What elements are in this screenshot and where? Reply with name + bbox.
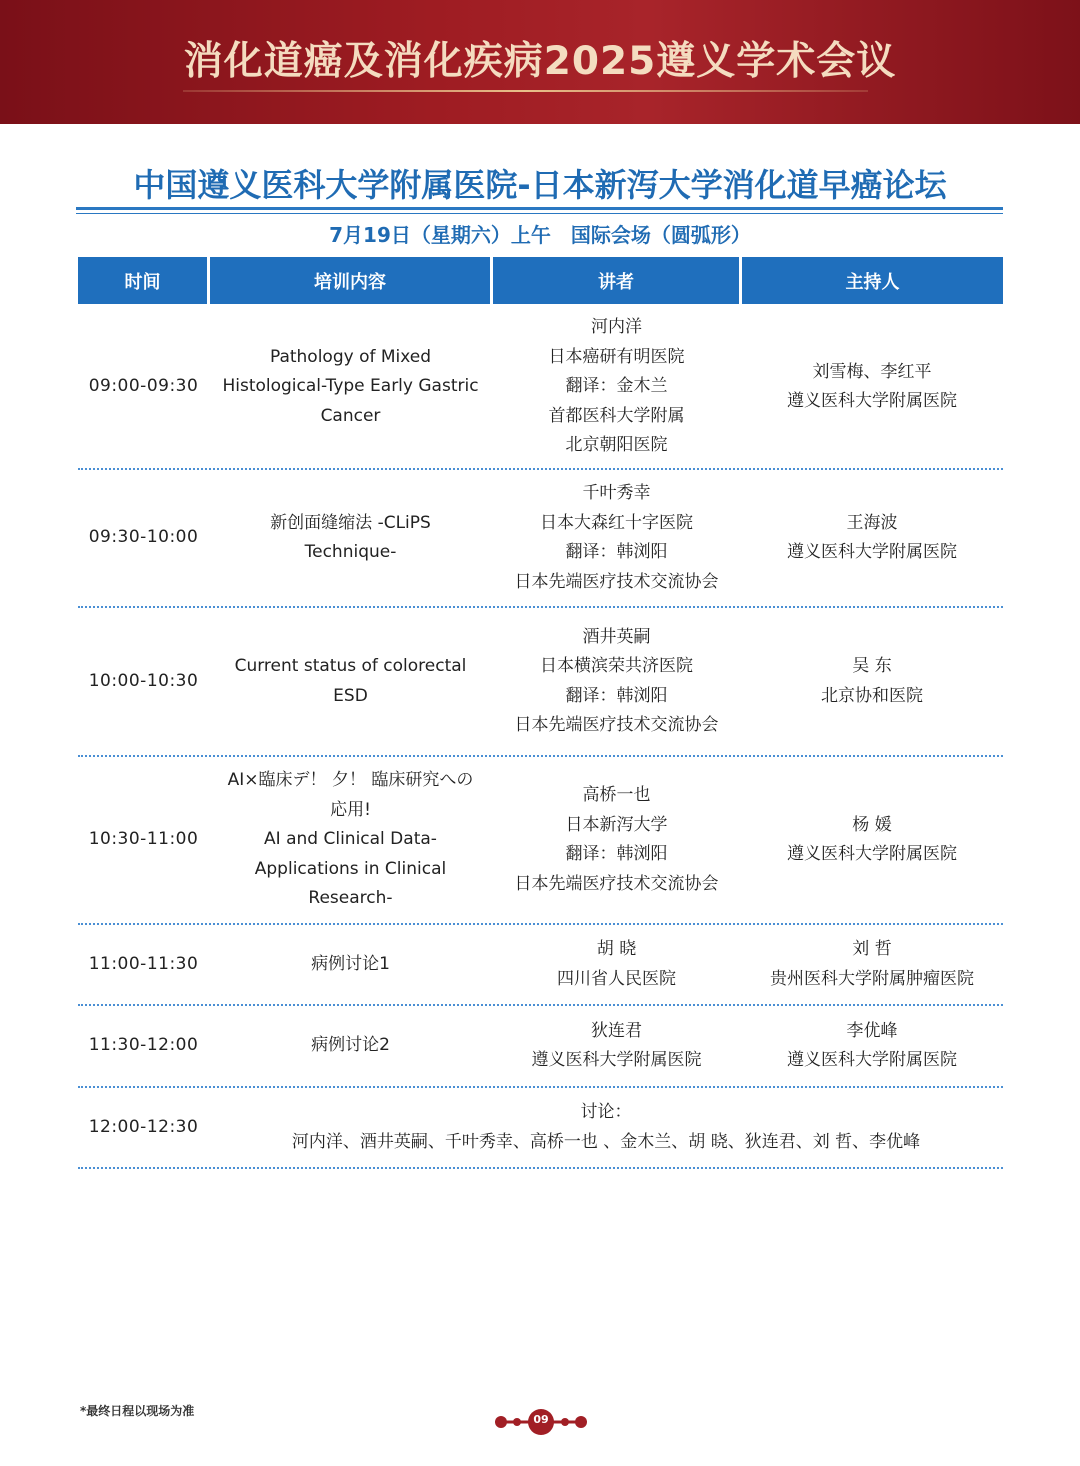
session-topic-line: 病例讨论1: [311, 953, 390, 974]
session-topic-line: Cancer: [320, 405, 381, 426]
session-topic-line: AI and Clinical Data-: [264, 829, 437, 850]
table-row: [78, 306, 1003, 470]
speaker-info-line: 日本先端医疗技术交流协会: [514, 873, 719, 894]
forum-title: 中国遵义医科大学附属医院-日本新泻大学消化道早癌论坛: [133, 166, 947, 204]
session-topic-line: 応用!: [330, 799, 371, 820]
table-row: [78, 608, 1003, 757]
speaker-info-line: 四川省人民医院: [557, 968, 676, 989]
host-info-line: 刘 哲: [852, 939, 892, 959]
session-time: 11:30-12:00: [88, 1035, 199, 1056]
session-topic: [209, 470, 492, 606]
session-time: 10:00-10:30: [88, 670, 199, 691]
speaker-info: [492, 1006, 741, 1086]
session-topic: [209, 757, 492, 923]
session-topic-line: Technique-: [304, 542, 397, 562]
session-time: 11:00-11:30: [88, 953, 199, 974]
host-info: [741, 306, 1003, 468]
speaker-info-line: 日本先端医疗技术交流协会: [514, 715, 719, 735]
title-divider-thick: [76, 207, 1003, 210]
discussion-cell: [209, 1088, 1003, 1167]
session-topic-line: AI×臨床デ！ 夕！ 臨床研究への: [227, 770, 474, 791]
host-info-line: 吴 东: [852, 656, 892, 676]
speaker-info-line: 翻译：金木兰: [565, 376, 668, 397]
session-time: 09:00-09:30: [88, 376, 199, 397]
speaker-info-line: 酒井英嗣: [582, 626, 651, 647]
header-speaker: 讲者: [493, 257, 739, 304]
speaker-info: [492, 470, 741, 606]
host-info: [741, 608, 1003, 755]
host-info-line: 刘雪梅、李红平: [812, 361, 932, 382]
session-topic-line: 病例讨论2: [311, 1035, 390, 1056]
host-info-line: 王海波: [846, 512, 898, 533]
table-row: [78, 470, 1003, 608]
session-time: 10:30-11:00: [88, 829, 199, 850]
session-topic-line: 新创面缝缩法 -CLiPS: [270, 512, 431, 533]
page-number: 09: [533, 1413, 549, 1426]
header-host: 主持人: [742, 257, 1003, 304]
header-banner: [0, 0, 1080, 124]
session-date-venue: 7月19日（星期六）上午 国际会场（圆弧形）: [329, 223, 751, 247]
discussion-label: 讨论：: [580, 1102, 632, 1122]
host-info-line: 贵州医科大学附属肿瘤医院: [770, 968, 974, 989]
speaker-info: [492, 608, 741, 755]
host-info: [741, 470, 1003, 606]
table-row: [78, 757, 1003, 925]
table-row: [78, 1006, 1003, 1088]
speaker-info-line: 遵义医科大学附属医院: [531, 1050, 702, 1070]
host-info-line: 遵义医科大学附属医院: [787, 391, 957, 411]
speaker-info-line: 胡 晓: [596, 939, 637, 959]
session-topic-line: Pathology of Mixed: [269, 346, 432, 367]
header-time: 时间: [78, 257, 207, 304]
host-info-line: 北京协和医院: [821, 685, 923, 706]
host-info-line: 遵义医科大学附属医院: [787, 1050, 957, 1070]
session-topic: [209, 925, 492, 1004]
table-header: [78, 257, 1003, 304]
speaker-info-line: 河内洋: [591, 317, 642, 338]
speaker-info-line: 狄连君: [591, 1020, 642, 1041]
host-info-line: 遵义医科大学附属医院: [787, 542, 957, 562]
session-topic-line: Research-: [308, 888, 393, 909]
footnote: *最终日程以现场为准: [80, 1404, 195, 1418]
table-row-discussion: [78, 1088, 1003, 1169]
speaker-info-line: 日本新泻大学: [565, 814, 668, 835]
host-info-line: 李优峰: [846, 1020, 898, 1041]
host-info: [741, 925, 1003, 1004]
speaker-info-line: 千叶秀幸: [582, 483, 651, 503]
speaker-info-line: 翻译：韩浏阳: [565, 685, 668, 706]
host-info: [741, 1006, 1003, 1086]
speaker-info-line: 翻译：韩浏阳: [565, 844, 668, 864]
session-topic: [209, 608, 492, 755]
speaker-info: [492, 925, 741, 1004]
conference-title: 消化道癌及消化疾病2025遵义学术会议: [183, 39, 897, 84]
session-topic: [209, 1006, 492, 1086]
session-time: 12:00-12:30: [88, 1116, 199, 1137]
host-info-line: 遵义医科大学附属医院: [787, 844, 957, 864]
speaker-info: [492, 306, 741, 468]
title-divider-thin: [76, 213, 1003, 214]
session-topic-line: Histological-Type Early Gastric: [222, 376, 479, 397]
session-topic: [209, 306, 492, 468]
banner-divider: [183, 90, 868, 92]
speaker-info-line: 北京朝阳医院: [565, 435, 668, 456]
table-row: [78, 925, 1003, 1006]
speaker-info-line: 翻译：韩浏阳: [565, 542, 668, 562]
session-topic-line: Applications in Clinical: [254, 858, 447, 879]
speaker-info-line: 高桥一也: [582, 785, 651, 805]
speaker-info-line: 日本大森红十字医院: [540, 512, 693, 533]
session-topic-line: ESD: [333, 685, 368, 706]
discussion-participants: 河内洋、酒井英嗣、千叶秀幸、高桥一也 、金木兰、胡 晓、狄连君、刘 哲、李优峰: [291, 1131, 921, 1152]
speaker-info-line: 首都医科大学附属: [548, 405, 685, 426]
host-info: [741, 757, 1003, 923]
speaker-info: [492, 757, 741, 923]
header-topic: 培训内容: [210, 257, 490, 304]
speaker-info-line: 日本癌研有明医院: [548, 346, 685, 367]
session-time: 09:30-10:00: [88, 527, 199, 548]
speaker-info-line: 日本横滨荣共济医院: [540, 656, 693, 676]
speaker-info-line: 日本先端医疗技术交流协会: [514, 571, 719, 592]
host-info-line: 杨 媛: [852, 814, 892, 835]
session-topic-line: Current status of colorectal: [234, 656, 467, 676]
